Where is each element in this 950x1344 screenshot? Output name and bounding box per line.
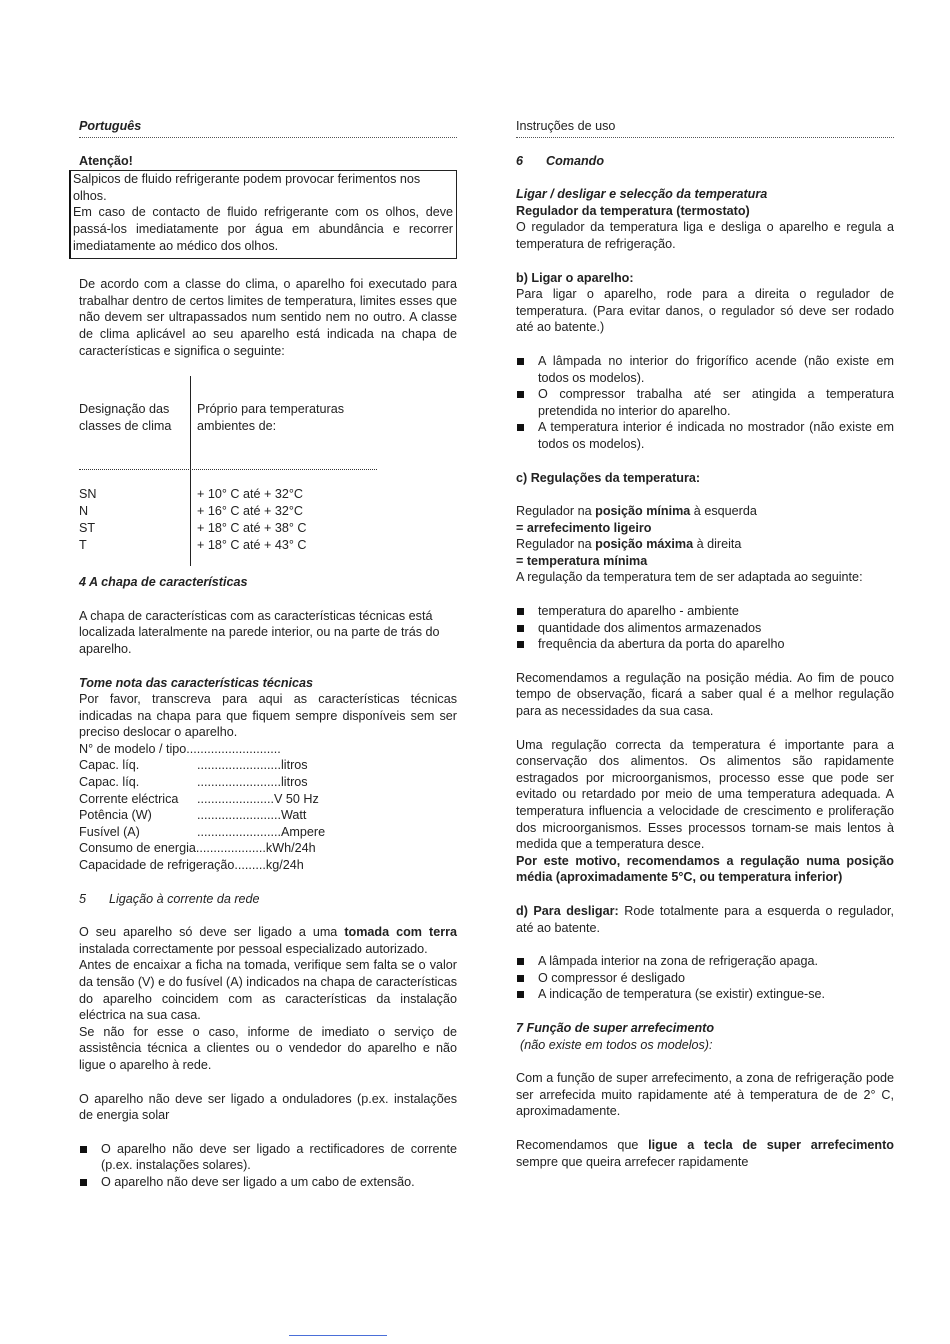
form-line: ........................	[197, 775, 281, 790]
section-5-p1-rest: instalada correctamente por pessoal especializado autorizado.	[79, 941, 428, 956]
form-label: Capac. líq.	[79, 775, 140, 790]
form-row-fuse	[79, 824, 457, 841]
list-item: temperatura do aparelho - ambiente	[516, 603, 894, 620]
spec-form	[79, 741, 457, 874]
section-5-p3: Se não for esse o caso, informe de imediato o serviço de assistência técnica a clientes ou o vendedor do aparelho e não ligue o aparelho à rede.	[79, 1024, 457, 1072]
section-5-p1-text: O seu aparelho só deve ser ligado a uma	[79, 925, 345, 940]
max-position-suffix: à direita	[693, 537, 742, 552]
switch-on-bullets	[516, 353, 894, 453]
regulator-title: Regulador da temperatura (termostato)	[516, 203, 750, 218]
recommend-text: Recomendamos a regulação na posição média. Ao fim de pouco tempo de observação, ficará a saber qual é a melhor regulação para as necessidades da sua casa.	[516, 670, 894, 719]
form-unit: V 50 Hz	[273, 791, 319, 806]
right-column	[516, 118, 894, 1170]
form-line: ........................	[197, 808, 281, 823]
section-5-p2: Antes de encaixar a ficha na tomada, verifique sem falta se o valor da tensão (V) e do fusível (A) indicados na chapa de características do aparelho coincidem com as características da instalação eléctrica na sua casa.	[79, 958, 458, 1023]
min-position-suffix: à esquerda	[690, 504, 757, 519]
max-position-result: = temperatura mínima	[516, 553, 648, 568]
form-unit: litros	[280, 775, 308, 790]
form-unit: Watt	[280, 808, 307, 823]
list-item: A lâmpada interior na zona de refrigeração apaga.	[516, 953, 894, 970]
form-unit: Ampere	[280, 824, 326, 839]
section-7-subtitle: (não existe em todos os modelos):	[520, 1037, 713, 1052]
list-item: O aparelho não deve ser ligado a um cabo de extensão.	[79, 1174, 457, 1191]
form-label: Fusível (A)	[79, 824, 140, 839]
section-5-number: 5	[79, 891, 87, 906]
form-unit: litros	[280, 758, 308, 773]
min-position-label: posição mínima	[595, 504, 691, 519]
climate-class-st: ST	[79, 521, 96, 536]
switch-off-bullets	[516, 953, 894, 1003]
list-item: quantidade dos alimentos armazenados	[516, 620, 894, 637]
section-6-title: Comando	[546, 153, 605, 168]
switch-off-paragraph	[516, 903, 894, 936]
left-column	[73, 118, 458, 1191]
climate-range-t: + 18° C até + 43° C	[197, 538, 307, 553]
section-5-bullets	[79, 1141, 457, 1191]
warning-box	[69, 170, 457, 259]
climate-table-divider	[190, 376, 191, 566]
max-position-prefix: Regulador na	[516, 537, 596, 552]
warning-title: Atenção!	[79, 153, 133, 168]
climate-col1-header: Designação das classes de clima	[79, 402, 172, 433]
climate-intro: De acordo com a classe do clima, o aparelho foi executado para trabalhar dentro de certos limites de temperatura, limites esses que não devem ser ultrapassados num sentido nem no outro. A classe de clima aplicável ao seu aparelho está indicada na chapa de características e significa o seguinte:	[79, 277, 457, 358]
document-header: Instruções de uso	[516, 118, 894, 138]
list-item: O compressor é desligado	[516, 970, 894, 987]
section-7-p1: Com a função de super arrefecimento, a zona de refrigeração pode ser arrefecida muito rapidamente até à temperatura de de 2° C, aproximadamente.	[516, 1071, 894, 1119]
warning-text-1: Salpicos de fluido refrigerante podem provocar ferimentos nos olhos.	[73, 172, 421, 203]
list-item: frequência da abertura da porta do aparelho	[516, 636, 894, 653]
switch-on-text: Para ligar o aparelho, rode para a direita o regulador de temperatura. (Para evitar danos, o regulador só deve ser rodado até ao batente.)	[516, 287, 894, 335]
section-5-heading	[79, 891, 457, 908]
list-item: A temperatura interior é indicada no mostrador (não existe em todos os modelos).	[516, 419, 894, 452]
list-item: A indicação de temperatura (se existir) extingue-se.	[516, 986, 894, 1003]
form-label: Potência (W)	[79, 808, 152, 823]
correct-regulation-bold: Por este motivo, recomendamos a regulação numa posição média (aproximadamente 5°C, ou temperatura inferior)	[516, 853, 894, 885]
min-position-line	[516, 503, 894, 520]
section-7-p2	[516, 1137, 894, 1170]
form-label: Capac. líq.	[79, 758, 140, 773]
language-header: Português	[79, 118, 457, 138]
section-4-text: A chapa de características com as características técnicas está localizada lateralmente na parede interior, ou na parte de trás do aparelho.	[79, 608, 440, 656]
climate-table-header-rule	[79, 469, 377, 470]
note-text: Por favor, transcreva para aqui as características técnicas indicadas na chapa para que fiquem sempre disponíveis sem ser preciso deslocar o aparelho.	[79, 692, 457, 740]
list-item: O aparelho não deve ser ligado a rectificadores de corrente (p.ex. instalações solares).	[79, 1141, 457, 1174]
form-line: ........................	[197, 758, 281, 773]
climate-class-n: N	[79, 504, 89, 519]
form-row-power	[79, 807, 457, 824]
min-position-result: = arrefecimento ligeiro	[516, 520, 652, 535]
section-7-title: 7 Função de super arrefecimento	[516, 1020, 715, 1035]
form-line: ...........................	[186, 741, 281, 756]
note-title: Tome nota das características técnicas	[79, 675, 314, 690]
switch-off-text: Rode totalmente para a esquerda o regulador, até ao batente.	[516, 903, 894, 935]
list-item: O compressor trabalha até ser atingida a temperatura pretendida no interior do aparelho.	[516, 386, 894, 419]
adapt-text: A regulação da temperatura tem de ser adaptada ao seguinte:	[516, 570, 863, 585]
climate-range-n: + 16° C até + 32°C	[197, 504, 303, 519]
climate-range-st: + 18° C até + 38° C	[197, 521, 307, 536]
section-7-p2-prefix: Recomendamos que	[516, 1137, 649, 1152]
temperature-settings-title: c) Regulações da temperatura:	[516, 470, 701, 485]
form-row-cooling-capacity: Capacidade de refrigeração.........kg/24h	[79, 858, 304, 873]
onoff-title: Ligar / desligar e selecção da temperatura	[516, 187, 768, 202]
section-4-title: 4 A chapa de características	[79, 575, 248, 590]
section-5-p1	[79, 924, 457, 957]
section-5-title: Ligação à corrente da rede	[109, 891, 260, 906]
form-row-capacity-2	[79, 774, 457, 791]
form-label: Corrente eléctrica	[79, 791, 179, 806]
form-row-energy: Consumo de energia....................kWh/24h	[79, 841, 316, 856]
form-label: N° de modelo / tipo	[79, 741, 187, 756]
form-line: ........................	[197, 824, 281, 839]
section-7-p2-bold: ligue a tecla de super arrefecimento	[648, 1137, 895, 1152]
climate-class-t: T	[79, 538, 87, 553]
footer-rule	[289, 1335, 387, 1336]
list-item: A lâmpada no interior do frigorífico acende (não existe em todos os modelos).	[516, 353, 894, 386]
section-5-p4: O aparelho não deve ser ligado a onduladores (p.ex. instalações de energia solar	[79, 1091, 457, 1123]
adapt-bullets	[516, 603, 894, 653]
switch-off-title: d) Para desligar:	[516, 903, 619, 918]
min-position-prefix: Regulador na	[516, 504, 596, 519]
climate-col2-header: Próprio para temperaturas ambientes de:	[197, 402, 344, 433]
correct-regulation-text: Uma regulação correcta da temperatura é importante para a conservação dos alimentos. Os alimentos são rapidamente estragados por microorganismos, processo esse que pode ser evitado ou retardado por meio de uma temperatura adequada. A temperatura influencia a velocidade de crescimento e proliferação dos microorganismos. Esses processos tornam-se mais lentos à medida que a temperatura desce.	[516, 737, 894, 852]
regulator-text: O regulador da temperatura liga e desliga o aparelho e regula a temperatura de refrigeração.	[516, 220, 894, 251]
switch-on-title: b) Ligar o aparelho:	[516, 270, 634, 285]
form-line: ......................	[197, 791, 274, 806]
section-6-number: 6	[516, 153, 524, 168]
max-position-line	[516, 536, 894, 553]
form-row-model	[79, 741, 457, 758]
climate-class-sn: SN	[79, 487, 97, 502]
section-6-heading	[516, 153, 894, 170]
form-row-capacity-1	[79, 757, 457, 774]
climate-table	[79, 376, 457, 566]
form-row-current	[79, 791, 457, 808]
section-5-p1-bold: tomada com terra	[344, 925, 458, 940]
climate-range-sn: + 10° C até + 32°C	[197, 487, 303, 502]
max-position-label: posição máxima	[595, 537, 694, 552]
warning-text-2: Em caso de contacto de fluido refrigerante com os olhos, deve passá-los imediatamente por água em abundância e recorrer imediatamente ao médico dos olhos.	[73, 205, 453, 253]
section-7-p2-rest: sempre que queira arrefecer rapidamente	[516, 1154, 749, 1169]
